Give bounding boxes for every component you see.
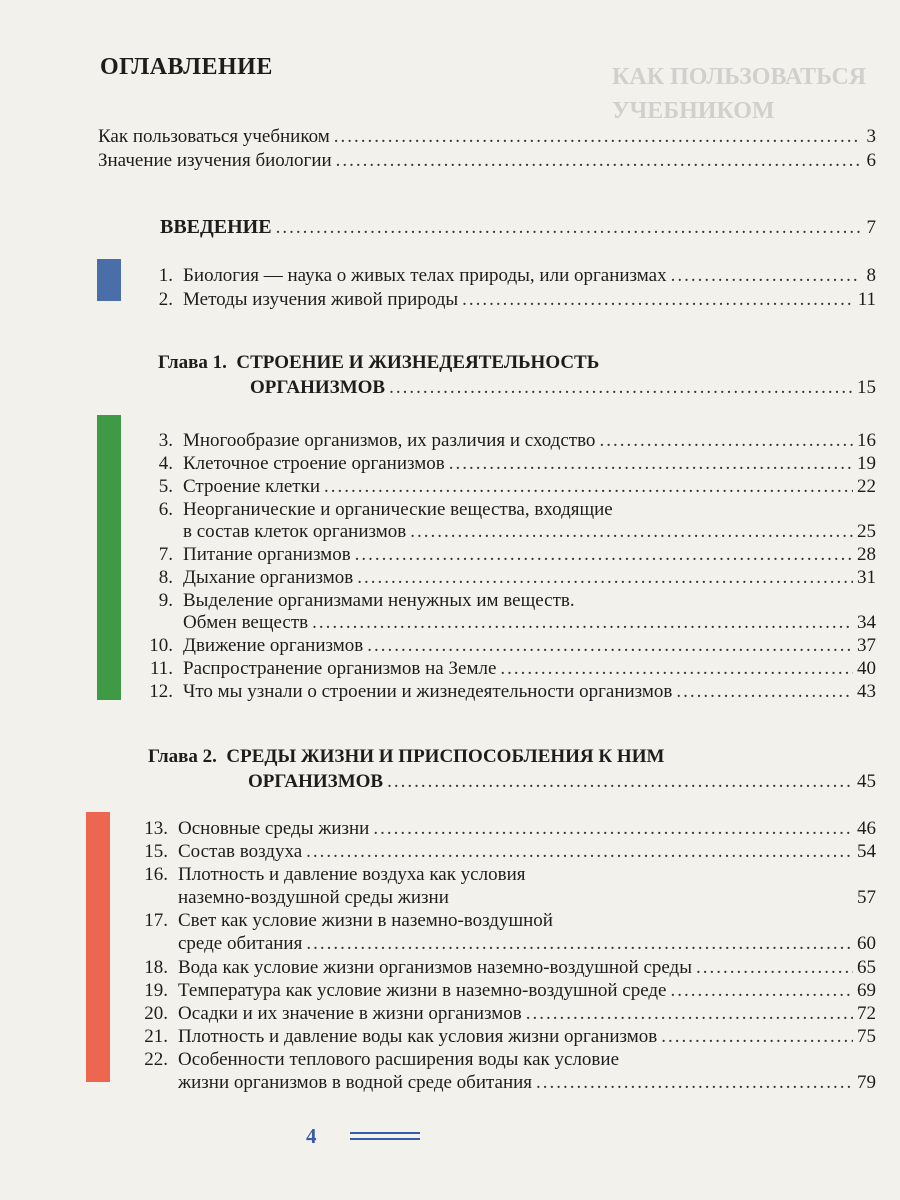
chapter2-color-bar xyxy=(86,812,110,1082)
toc-entry[interactable]: 18. Вода как условие жизни организмов наземно-воздушной среды ..... 65 xyxy=(128,957,876,979)
toc-entry-continuation[interactable]: Обмен веществ ..... 34 xyxy=(183,612,876,634)
toc-entry[interactable]: 1. Биология — наука о живых телах природы, или организмах ..... 8 xyxy=(135,265,876,287)
dot-leader xyxy=(526,1003,853,1025)
toc-entry[interactable]: 6. Неорганические и органические вещества, входящие xyxy=(158,499,613,520)
dot-leader xyxy=(306,841,853,863)
dot-leader xyxy=(449,453,853,475)
toc-entry[interactable]: 19. Температура как условие жизни в наземно-воздушной среде ..... 69 xyxy=(128,980,876,1002)
toc-entry[interactable]: 22. Особенности теплового расширения воды как условие xyxy=(144,1049,620,1070)
bleed-through-title: КАК ПОЛЬЗОВАТЬСЯ УЧЕБНИКОМ xyxy=(612,64,867,124)
toc-entry[interactable]: 9. Выделение организмами ненужных им веществ. xyxy=(158,590,575,611)
toc-entry[interactable]: Как пользоваться учебником ..... 3 xyxy=(98,126,876,148)
dot-leader xyxy=(312,612,853,634)
toc-entry-continuation[interactable]: наземно-воздушной среды жизни 57 xyxy=(178,887,876,908)
dot-leader xyxy=(334,126,860,148)
toc-entry[interactable]: 12. Что мы узнали о строении и жизнедеятельности организмов ..... 43 xyxy=(135,681,876,703)
toc-entry-continuation[interactable]: жизни организмов в водной среде обитания ..... 79 xyxy=(178,1072,876,1094)
toc-entry[interactable]: 5. Строение клетки ..... 22 xyxy=(135,476,876,498)
page-number: 4 xyxy=(306,1124,317,1148)
dot-leader xyxy=(462,289,854,311)
toc-entry[interactable]: 2. Методы изучения живой природы ..... 11 xyxy=(135,289,876,311)
toc-entry[interactable]: Значение изучения биологии ..... 6 xyxy=(98,150,876,172)
dot-leader xyxy=(670,980,853,1002)
toc-entry-continuation[interactable]: в состав клеток организмов ..... 25 xyxy=(183,521,876,543)
dot-leader xyxy=(671,265,860,287)
dot-leader xyxy=(367,635,853,657)
dot-leader xyxy=(355,544,853,566)
toc-entry[interactable]: 20. Осадки и их значение в жизни организмов ..... 72 xyxy=(128,1003,876,1025)
footer-rule xyxy=(350,1138,420,1140)
toc-entry[interactable]: 7. Питание организмов ..... 28 xyxy=(135,544,876,566)
dot-leader xyxy=(276,217,860,239)
dot-leader xyxy=(536,1072,853,1094)
dot-leader xyxy=(696,957,853,979)
toc-entry[interactable]: 4. Клеточное строение организмов ..... 19 xyxy=(135,453,876,475)
chapter2-heading[interactable]: Глава 2. СРЕДЫ ЖИЗНИ И ПРИСПОСОБЛЕНИЯ К НИМ xyxy=(148,746,665,767)
toc-entry[interactable]: 13. Основные среды жизни ..... 46 xyxy=(128,818,876,840)
chapter1-heading[interactable]: Глава 1. СТРОЕНИЕ И ЖИЗНЕДЕЯТЕЛЬНОСТЬ xyxy=(158,352,600,373)
toc-entry[interactable]: 17. Свет как условие жизни в наземно-воздушной xyxy=(144,910,553,931)
dot-leader xyxy=(357,567,853,589)
dot-leader xyxy=(661,1026,853,1048)
toc-entry[interactable]: 3. Многообразие организмов, их различия и сходство ..... 16 xyxy=(135,430,876,452)
dot-leader xyxy=(387,771,853,793)
toc-entry[interactable]: 10. Движение организмов ..... 37 xyxy=(135,635,876,657)
dot-leader xyxy=(389,377,853,399)
footer-rule xyxy=(350,1132,420,1134)
dot-leader xyxy=(324,476,853,498)
dot-leader xyxy=(676,681,853,703)
toc-entry[interactable]: 11. Распространение организмов на Земле ..... 40 xyxy=(135,658,876,680)
toc-entry[interactable]: 15. Состав воздуха ..... 54 xyxy=(128,841,876,863)
toc-entry[interactable]: 8. Дыхание организмов ..... 31 xyxy=(135,567,876,589)
toc-entry[interactable]: 16. Плотность и давление воздуха как условия xyxy=(144,864,526,885)
toc-entry[interactable]: 21. Плотность и давление воды как условия жизни организмов ..... 75 xyxy=(128,1026,876,1048)
chapter2-heading-line2[interactable]: ОРГАНИЗМОВ ..... 45 xyxy=(248,771,876,793)
intro-heading[interactable]: ВВЕДЕНИЕ ..... 7 xyxy=(160,216,876,239)
dot-leader xyxy=(410,521,853,543)
dot-leader xyxy=(306,933,853,955)
intro-color-bar xyxy=(97,259,121,301)
chapter1-color-bar xyxy=(97,415,121,700)
dot-leader xyxy=(500,658,853,680)
chapter1-heading-line2[interactable]: ОРГАНИЗМОВ ..... 15 xyxy=(250,377,876,399)
dot-leader xyxy=(336,150,860,172)
toc-entry-continuation[interactable]: среде обитания ..... 60 xyxy=(178,933,876,955)
page-title: ОГЛАВЛЕНИЕ xyxy=(100,54,273,80)
dot-leader xyxy=(373,818,853,840)
dot-leader xyxy=(599,430,853,452)
